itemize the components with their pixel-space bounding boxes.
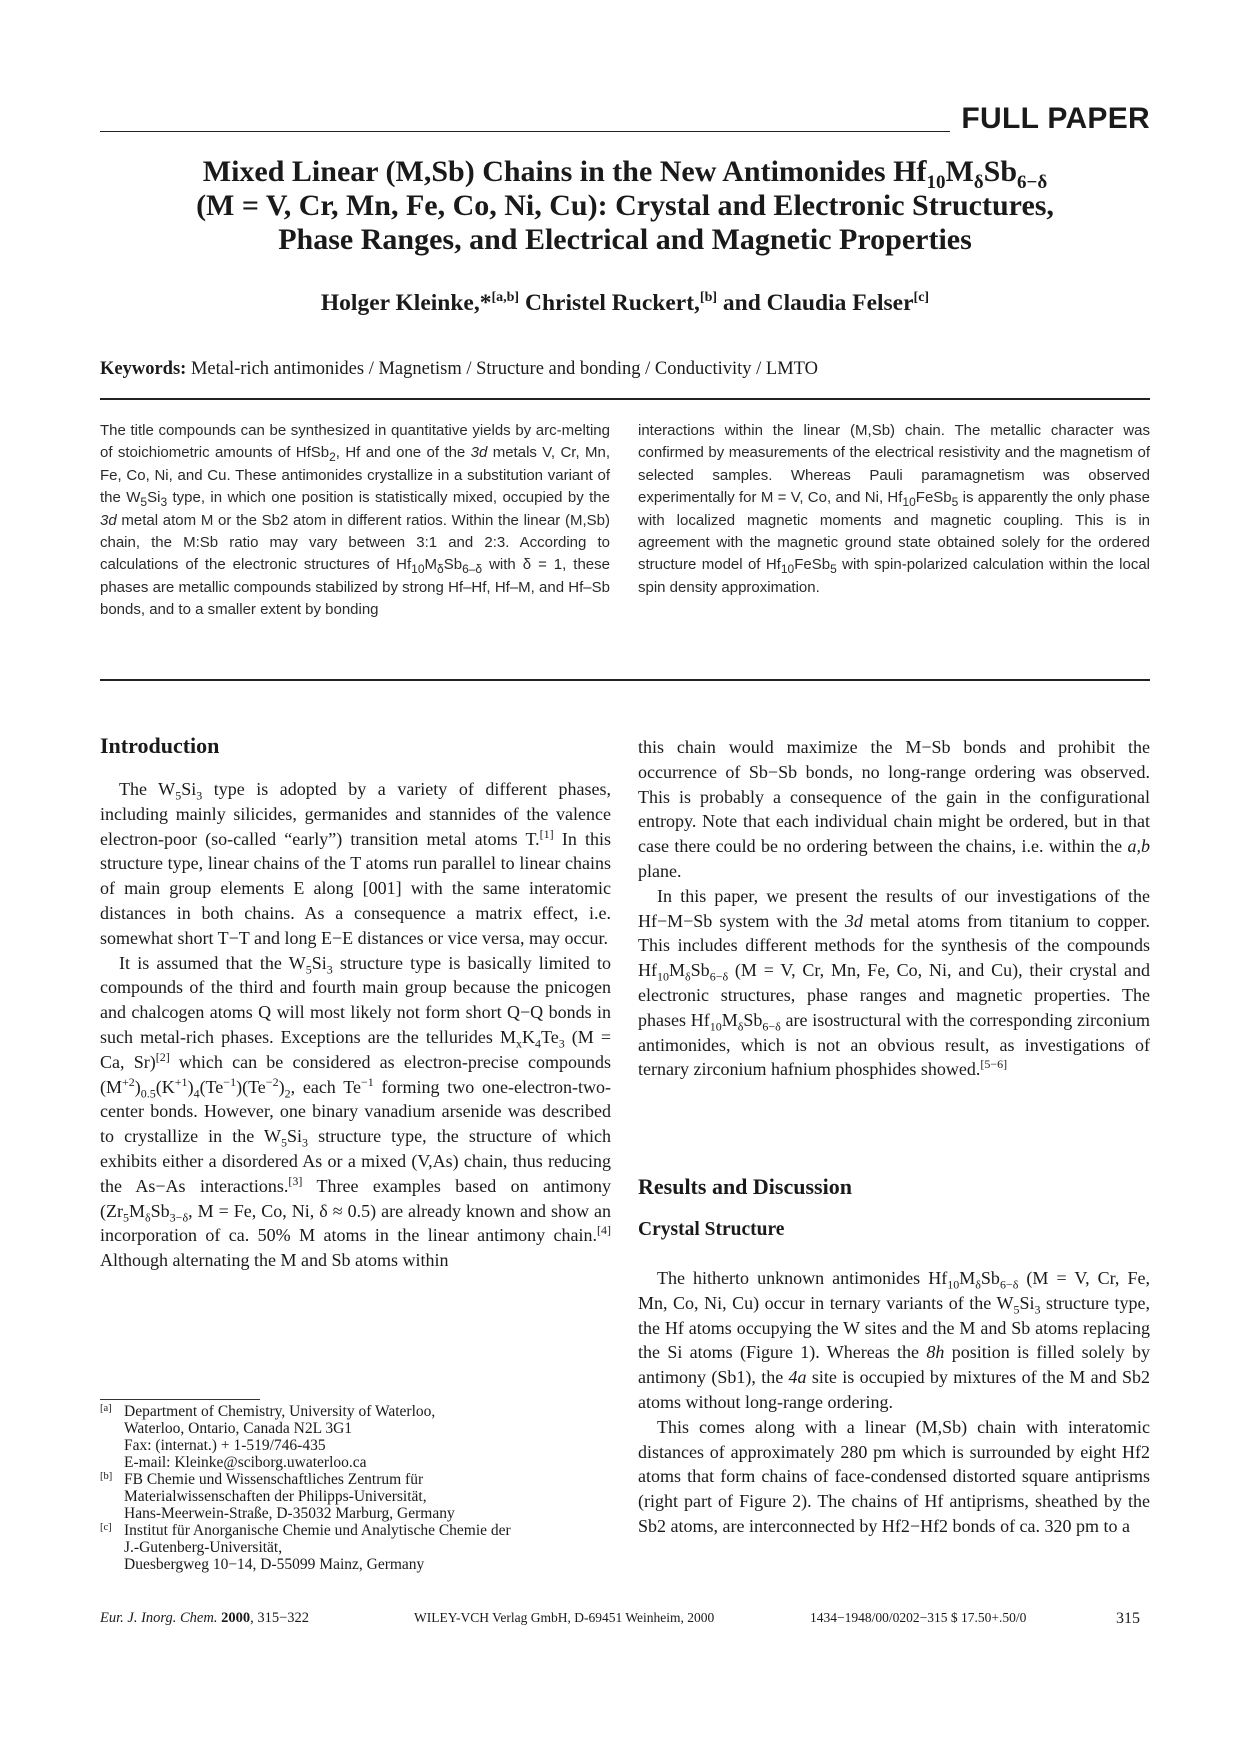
author-3: and Claudia Felser [722,290,914,316]
crystal-structure-heading: Crystal Structure [638,1219,785,1240]
paper-title [100,155,1150,257]
keywords [100,359,1150,380]
author-1: Holger Kleinke,* [320,290,492,316]
author-2-affiliation: [b] [699,290,718,306]
header-rule [100,131,950,132]
abstract-left: The title compounds can be synthesized in quantitative yields by arc-melting of stoichiometric amounts of HfSb$_2$, Hf and one of the 3d metals V, Cr, Mn, Fe, Co, Ni, and Cu. These antimonides crystallize in a substitution variant of the $W_5Si_3$ type, in which one position is statistically mixed, occupied by the 3d metal atom M or the Sb2 atom in different ratios. Within the linear (M,Sb) chain, the M:Sb ratio may vary between 3:1 and 2:3. According to calculations of the electronic structures of $Hf_{10}M_\delta Sb_{6-\delta}$ with δ = 1, these phases are metallic compounds stabilized by strong Hf–Hf, Hf–M, and Hf–Sb bonds, and to a smaller extent by bonding [100,422,611,619]
section-label: FULL PAPER [961,102,1150,135]
introduction-body [100,777,611,1273]
title-line-1: Mixed Linear (M,Sb) Chains in the New Antimonides $Hf_{10}M_\delta Sb_{6-\delta}$ [202,155,1048,193]
title-line-2: (M = V, Cr, Mn, Fe, Co, Ni, Cu): Crystal and Electronic Structures, [196,189,1054,222]
issn-price: 1434−1948/00/0202−315 $ 17.50+.50/0 [810,1610,1027,1625]
introduction-heading: Introduction [100,733,220,758]
keywords-label: Keywords: [100,359,187,379]
author-2: Christel Ruckert, [524,290,700,316]
intro-paragraph-1: The $W_5Si_3$ type is adopted by a variety of different phases, including mainly silicides, germanides and stannides of the valence electron-poor (so-called “early”) transition metal atoms T.[1] In this structure type, linear chains of the T atoms run parallel to linear chains of main group elements E along [001] with the same interatomic distances in both chains. As a consequence a matrix effect, i.e. somewhat short T−T and long E−E distances or vice versa, may occur. [100,779,612,948]
title-line-3: Phase Ranges, and Electrical and Magnetic Properties [278,223,972,256]
intro-paragraph-2: It is assumed that the $W_5Si_3$ structure type is basically limited to compounds of the third and fourth main group because the pnicogen and chalcogen atoms Q will most likely not form short Q−Q bonds in such metal-rich phases. Exceptions are the tellurides $M_xK_4Te_3$ (M = Ca, Sr)[2] which can be considered as electron-precise compounds $(M^{+2})_{0.5}(K^{+1})_4(Te^{-1})(Te^{-2})_2$, each $Te^{-1}$ forming two one-electron-two-center bonds. However, one binary vanadium arsenide was described to crystallize in the $W_5Si_3$ structure type, the structure of which exhibits either a disordered As or a mixed (V,As) chain, thus reducing the As−As interactions.[3] Three examples based on antimony ($Zr_5M_\delta Sb_{3-\delta}$, M = Fe, Co, Ni, δ ≈ 0.5) are already known and show an incorporation of ca. 50% M atoms in the linear antimony chain.[4] Although alternating the M and Sb atoms within [100,952,612,1271]
journal-citation: Eur. J. Inorg. Chem. 2000, 315−322 [100,1610,310,1626]
footnote-b: [b] FB Chemie und Wissenschaftliches Zentrum für Materialwissenschaften der Philipps-Universität, Hans-Meerwein-Straße, D-35032 Marburg, Germany [100,1471,455,1522]
citation-4[interactable]: [4] [597,1223,611,1238]
citation-5-6[interactable]: [5−6] [980,1057,1008,1072]
abstract-top-rule [100,398,1150,400]
right-column-intro [638,735,1150,1082]
citation-3[interactable]: [3] [288,1173,303,1188]
page-number: 315 [1116,1610,1140,1627]
email-link[interactable]: E-mail: Kleinke@sciborg.uwaterloo.ca [124,1454,367,1471]
affiliation-footnotes [100,1403,620,1573]
footnote-a: [a] Department of Chemistry, University of Waterloo, Waterloo, Ontario, Canada N2L 3G1 Fax: (internat.) + 1-519/746-435 E-mail: Kleinke@sciborg.uwaterloo.ca [100,1403,620,1471]
publisher: WILEY-VCH Verlag GmbH, D-69451 Weinheim, 2000 [414,1610,715,1625]
author-1-affiliation: [a,b] [491,290,520,306]
intro-paragraph-4: In this paper, we present the results of our investigations of the Hf−M−Sb system with the 3d metal atoms from titanium to copper. This includes different methods for the synthesis of the compounds $Hf_{10}M_\delta Sb_{6-\delta}$ (M = V, Cr, Mn, Fe, Co, Ni, and Cu), their crystal and electronic structures, phase ranges and magnetic properties. The phases $Hf_{10}M_\delta Sb_{6-\delta}$ are isostructural with the corresponding zirconium antimonides, which is not an obvious result, as investigations of ternary zirconium hafnium phosphides showed.[5−6] [638,885,1150,1080]
results-paragraph-2: This comes along with a linear (M,Sb) chain with interatomic distances of approximately 280 pm which is surrounded by eight Hf2 atoms that form chains of face-condensed distorted square antiprisms (right part of Figure 2). The chains of Hf antiprisms, sheathed by the Sb2 atoms, are interconnected by Hf2−Hf2 bonds of ca. 320 pm to a [638,1416,1150,1536]
results-paragraph-1: The hitherto unknown antimonides $Hf_{10}M_\delta Sb_{6-\delta}$ (M = V, Cr, Fe, Mn, Co, Ni, Cu) occur in ternary variants of the $W_5Si_3$ structure type, the Hf atoms occupying the W sites and the M and Sb atoms replacing the Si atoms (Figure 1). Whereas the 8h position is filled solely by antimony (Sb1), the 4a site is occupied by mixtures of the M and Sb2 atoms without long-range ordering. [638,1268,1151,1412]
abstract-right: interactions within the linear (M,Sb) chain. The metallic character was confirmed by measurements of the electrical resistivity and the magnetism of selected samples. Whereas Pauli paramagnetism was observed experimentally for M = V, Co, and Ni, $Hf_{10}FeSb_5$ is apparently the only phase with localized magnetic moments and magnetic coupling. This is in agreement with the magnetic ground state obtained solely for the ordered structure model of $Hf_{10}FeSb_5$ with spin-polarized calculation within the local spin density approximation. [638,422,1150,596]
abstract-bottom-rule [100,679,1150,681]
footnote-rule [100,1399,260,1400]
citation-2[interactable]: [2] [155,1049,170,1064]
author-3-affiliation: [c] [913,290,930,306]
keywords-text: Metal-rich antimonides / Magnetism / Structure and bonding / Conductivity / LMTO [190,359,818,379]
results-heading: Results and Discussion [638,1174,852,1199]
citation-1[interactable]: [1] [539,826,554,841]
author-list [100,290,1150,317]
results-body [638,1266,1150,1539]
page-header [100,100,1150,136]
intro-paragraph-3: this chain would maximize the M−Sb bonds and prohibit the occurrence of Sb−Sb bonds, no long-range ordering was observed. This is probably a consequence of the gain in the configurational entropy. Note that each individual chain might be ordered, but in that case there could be no ordering between the chains, i.e. within the a,b plane. [638,737,1150,881]
footnote-c: [c] Institut für Anorganische Chemie und Analytische Chemie der J.-Gutenberg-Universität, Duesbergweg 10−14, D-55099 Mainz, Germany [100,1522,511,1573]
